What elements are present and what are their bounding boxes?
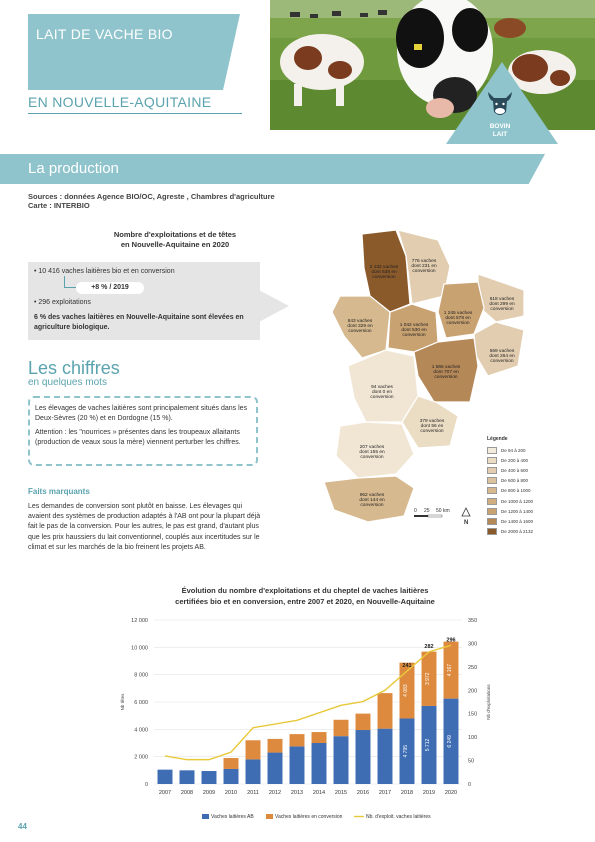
north-label: N (464, 520, 469, 526)
bar-conversion (356, 714, 371, 730)
legend-row (487, 496, 557, 506)
y-tick-label: 8 000 (134, 672, 148, 679)
y2-tick-label: 200 (468, 688, 478, 695)
scale-label-25: 25 (424, 508, 430, 514)
bar-ab (224, 769, 239, 784)
y-tick-label: 6 000 (134, 700, 148, 706)
legend-row (487, 527, 557, 537)
x-tick-label: 2015 (334, 790, 348, 796)
chart-legend-swatch (202, 814, 209, 819)
section-title: La production (28, 160, 119, 177)
legend-swatch (487, 447, 497, 454)
legend-label: De 1000 à 1200 (501, 498, 534, 504)
x-tick-label: 2013 (290, 790, 304, 796)
growth-pill: +8 % / 2019 (76, 282, 144, 294)
svg-text:1 042 vachesdont 530 enconvers: 1 042 vaches dont 530 en conversion (399, 323, 429, 338)
north-arrow-icon (462, 508, 470, 516)
svg-text:94 vachesdont 0 enconversion: 94 vaches dont 0 en conversion (370, 385, 394, 400)
x-tick-label: 2008 (180, 790, 194, 796)
chart-legend-label: Nb. d'exploit. vaches laitières (366, 814, 431, 820)
y-tick-label: 10 000 (131, 645, 148, 652)
bar-ab (246, 759, 261, 784)
chiffres-subtitle: en quelques mots (28, 377, 107, 388)
bar-conversion (246, 740, 261, 759)
x-tick-label: 2020 (444, 790, 458, 796)
evolution-chart (110, 612, 510, 840)
bar-ab (202, 771, 217, 784)
bar-ab (378, 729, 393, 784)
cow-head-icon (484, 86, 516, 120)
y2-tick-label: 100 (468, 735, 478, 742)
legend-row (487, 465, 557, 475)
legend-swatch (487, 498, 497, 505)
legend-swatch (487, 477, 497, 484)
page-number: 44 (18, 822, 27, 831)
badge-label: BOVIN LAIT (489, 123, 511, 138)
sources-line: Sources : données Agence BIO/OC, Agreste , Chambres d'agriculture (28, 192, 275, 201)
svg-text:379 vachesdont 56 enconversion: 379 vaches dont 56 en conversion (419, 419, 445, 434)
legend-label: De 94 à 200 (501, 447, 526, 453)
legend-swatch (487, 518, 497, 525)
x-tick-label: 2016 (356, 790, 370, 796)
key-numbers-title: Nombre d'exploitations et de têtes en Nouvelle-Aquitaine en 2020 (113, 230, 237, 249)
title-underline (28, 113, 242, 114)
data-label-total: 296 (446, 637, 456, 644)
key-number-farms: • 296 exploitations (34, 299, 91, 306)
page-subtitle: EN NOUVELLE-AQUITAINE (28, 94, 212, 110)
legend-title: Légende (487, 436, 508, 442)
x-tick-label: 2010 (224, 790, 238, 796)
data-label-ab: 6 249 (447, 735, 453, 748)
page-title: LAIT DE VACHE BIO (36, 26, 173, 42)
svg-text:207 vachesdont 155 enconversio: 207 vaches dont 155 en conversion (359, 445, 385, 460)
legend-row (487, 516, 557, 526)
data-label-conversion: 4 083 (403, 684, 409, 697)
legend-label: De 2000 à 2132 (501, 529, 534, 535)
x-tick-label: 2012 (268, 790, 282, 796)
faits-text: Les demandes de conversion sont plutôt en baisse. Les élevages qui avaient des systèmes de production adaptés à l'AB ont pour la plupart déjà fait le pas de la conversion. Pour les autres, le pas est grand, d'autant plus que les prix haussiers du lait conventionnel, couplés aux incertitudes sur le climat et sur les marchés de la bio freinent les projets AB. (28, 503, 261, 551)
legend-row (487, 445, 557, 455)
legend-row (487, 455, 557, 465)
chiffres-paragraph-1: Les élevages de vaches laitières sont principalement situés dans les Deux-Sèvres (20 %) et en Dordogne (15 %). (35, 405, 248, 422)
map-scale (414, 506, 484, 526)
bar-conversion (268, 739, 283, 753)
svg-text:2 132 vachesdont 638 enconvers: 2 132 vaches dont 638 en conversion (369, 265, 399, 280)
x-tick-label: 2014 (312, 790, 326, 796)
y-tick-label: 2 000 (134, 754, 148, 761)
svg-text:1 566 vachesdont 707 enconvers: 1 566 vaches dont 707 en conversion (431, 365, 461, 380)
scale-label-0: 0 (414, 508, 417, 514)
y2-tick-label: 50 (468, 758, 475, 765)
bar-ab (180, 770, 195, 784)
dept-haute-vienne (438, 282, 484, 338)
legend-label: De 200 à 400 (501, 457, 529, 463)
legend-swatch (487, 528, 497, 535)
y2-tick-label: 300 (468, 641, 478, 648)
x-tick-label: 2018 (400, 790, 414, 796)
bar-ab (334, 736, 349, 784)
pill-connector (64, 276, 76, 288)
x-tick-label: 2017 (378, 790, 392, 796)
bar-ab (312, 743, 327, 784)
legend-swatch (487, 467, 497, 474)
legend-label: De 1400 à 1600 (501, 518, 534, 524)
chart-title: Évolution du nombre d'exploitations et du cheptel de vaches laitières certifiées bio et en conversion, entre 2007 et 2020, en Nouvelle-Aquitaine (175, 586, 435, 606)
chart-legend-swatch (266, 814, 273, 819)
legend-label: De 600 à 800 (501, 478, 529, 484)
legend-label: De 400 à 600 (501, 467, 529, 473)
data-label-conversion: 3 972 (425, 672, 431, 686)
x-tick-label: 2007 (158, 790, 172, 796)
legend-row (487, 476, 557, 486)
x-tick-label: 2009 (202, 790, 216, 796)
y2-tick-label: 0 (468, 782, 472, 788)
legend-row (487, 506, 557, 516)
svg-text:569 vachesdont 264 enconversio: 569 vaches dont 264 en conversion (489, 349, 515, 364)
legend-label: De 1200 à 1400 (501, 508, 534, 514)
x-tick-label: 2011 (247, 790, 259, 796)
data-label-total: 282 (424, 643, 434, 650)
data-label-ab: 4 795 (403, 744, 409, 758)
chiffres-title: Les chiffres (28, 358, 120, 378)
svg-text:1 245 vachesdont 578 enconvers: 1 245 vaches dont 578 en conversion (443, 311, 473, 326)
bar-ab (158, 770, 173, 784)
scale-label-50: 50 km (436, 508, 450, 514)
y-tick-label: 12 000 (131, 618, 148, 624)
key-number-cows: • 10 416 vaches laitières bio et en conversion (34, 268, 175, 275)
data-label-total: 241 (402, 663, 412, 670)
y-tick-label: 0 (144, 782, 148, 788)
y2-axis-label: Nb d'exploitations (486, 684, 491, 720)
map-legend (487, 436, 557, 537)
data-label-ab: 5 712 (425, 738, 431, 752)
bar-conversion (224, 758, 239, 769)
bar-ab (268, 753, 283, 784)
chiffres-paragraph-2: Attention : les "nourrices » présentes dans les troupeaux allaitants (production de veaux sous la mère) viennent perturber les chiffres. (35, 429, 241, 446)
data-label-conversion: 4 167 (447, 663, 453, 677)
map-credit: Carte : INTERBIO (28, 201, 90, 210)
x-tick-label: 2019 (422, 790, 436, 796)
faits-title: Faits marquants (28, 487, 90, 496)
legend-swatch (487, 457, 497, 464)
bar-conversion (334, 720, 349, 736)
key-number-share: 6 % des vaches laitières en Nouvelle-Aquitaine sont élevées en agriculture biologique. (34, 314, 244, 331)
chart-legend-label: Vaches laitières AB (211, 814, 254, 820)
legend-label: De 800 à 1000 (501, 488, 531, 494)
legend-row (487, 486, 557, 496)
chart-legend-label: Vaches laitières en conversion (275, 814, 343, 820)
bar-conversion (378, 693, 393, 729)
bar-ab (290, 746, 305, 784)
svg-text:618 vachesdont 299 enconversio: 618 vaches dont 299 en conversion (489, 297, 515, 312)
legend-swatch (487, 508, 497, 515)
y-axis-label: Nb têtes (120, 693, 125, 711)
bar-ab (356, 730, 371, 784)
svg-text:962 vachesdont 144 enconversio: 962 vaches dont 144 en conversion (359, 493, 385, 508)
y2-tick-label: 150 (468, 711, 478, 718)
key-numbers-arrow (255, 288, 289, 324)
bar-conversion (312, 732, 327, 743)
svg-text:843 vachesdont 329 enconversio: 843 vaches dont 329 en conversion (347, 319, 373, 334)
legend-swatch (487, 487, 497, 494)
y2-tick-label: 350 (468, 618, 478, 624)
bar-conversion (290, 734, 305, 746)
svg-text:776 vachesdont 231 enconversio: 776 vaches dont 231 en conversion (411, 259, 437, 274)
y-tick-label: 4 000 (134, 727, 148, 734)
y2-tick-label: 250 (468, 664, 478, 671)
